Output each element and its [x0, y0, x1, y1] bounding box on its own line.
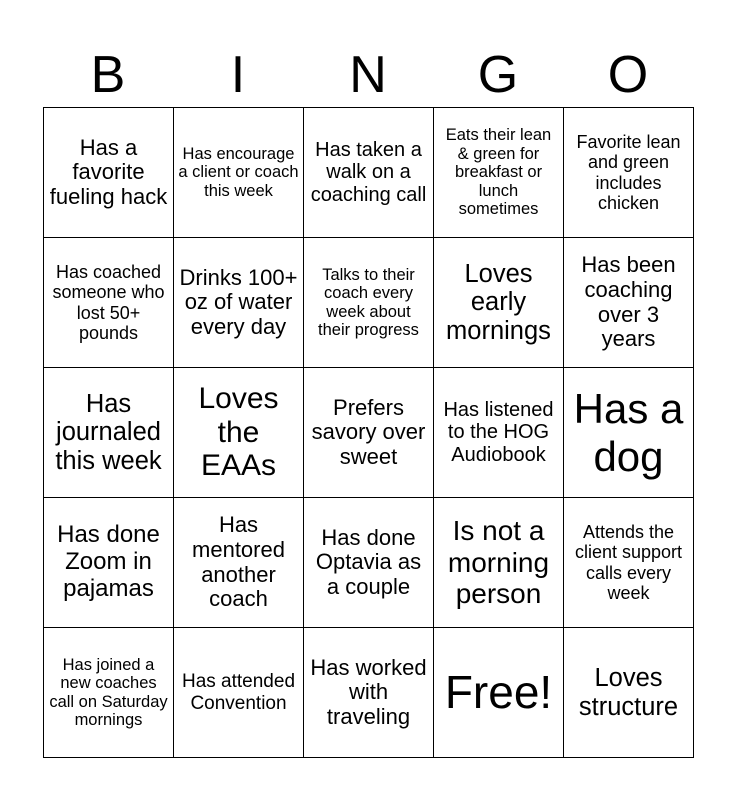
- bingo-row: [44, 238, 694, 368]
- bingo-cell[interactable]: Has listened to the HOG Audiobook: [434, 368, 564, 498]
- bingo-cell[interactable]: Has a favorite fueling hack: [44, 108, 174, 238]
- bingo-row: [44, 108, 694, 238]
- bingo-row: [44, 368, 694, 498]
- bingo-cell[interactable]: Has joined a new coaches call on Saturday mornings: [44, 628, 174, 758]
- bingo-cell[interactable]: Has done Zoom in pajamas: [44, 498, 174, 628]
- free-space-cell[interactable]: Free!: [434, 628, 564, 758]
- bingo-cell[interactable]: Is not a morning person: [434, 498, 564, 628]
- header-letter-o: O: [607, 46, 649, 104]
- bingo-cell[interactable]: Loves the EAAs: [174, 368, 304, 498]
- bingo-cell[interactable]: Favorite lean and green includes chicken: [564, 108, 694, 238]
- bingo-cell[interactable]: Prefers savory over sweet: [304, 368, 434, 498]
- bingo-cell[interactable]: Has worked with traveling: [304, 628, 434, 758]
- bingo-cell[interactable]: Talks to their coach every week about their progress: [304, 238, 434, 368]
- header-letter-n: N: [349, 46, 387, 104]
- bingo-cell[interactable]: Has mentored another coach: [174, 498, 304, 628]
- bingo-cell[interactable]: Eats their lean & green for breakfast or lunch sometimes: [434, 108, 564, 238]
- bingo-cell[interactable]: Has been coaching over 3 years: [564, 238, 694, 368]
- bingo-header: [43, 42, 693, 108]
- bingo-cell[interactable]: Has journaled this week: [44, 368, 174, 498]
- header-letter-g: G: [477, 46, 519, 104]
- bingo-cell[interactable]: Loves early mornings: [434, 238, 564, 368]
- bingo-cell[interactable]: Has coached someone who lost 50+ pounds: [44, 238, 174, 368]
- bingo-row: [44, 498, 694, 628]
- bingo-cell[interactable]: Loves structure: [564, 628, 694, 758]
- bingo-cell[interactable]: Has encourage a client or coach this week: [174, 108, 304, 238]
- bingo-row: [44, 628, 694, 758]
- bingo-cell[interactable]: Has taken a walk on a coaching call: [304, 108, 434, 238]
- bingo-cell[interactable]: Has done Optavia as a couple: [304, 498, 434, 628]
- header-letter-b: B: [90, 46, 126, 104]
- bingo-cell[interactable]: Has attended Convention: [174, 628, 304, 758]
- header-letter-i: I: [230, 46, 246, 104]
- bingo-card-grid: [43, 107, 694, 758]
- bingo-cell[interactable]: Has a dog: [564, 368, 694, 498]
- bingo-cell[interactable]: Attends the client support calls every week: [564, 498, 694, 628]
- bingo-cell[interactable]: Drinks 100+ oz of water every day: [174, 238, 304, 368]
